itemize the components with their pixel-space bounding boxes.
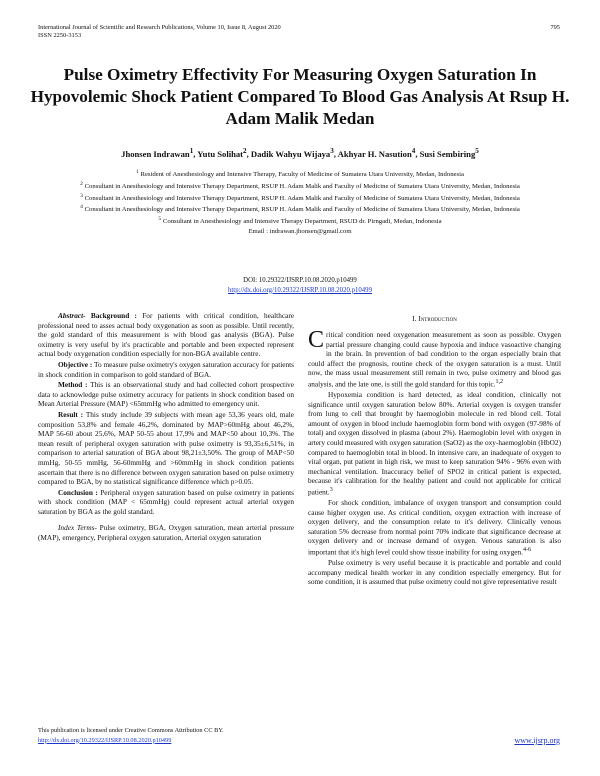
author: Dadik Wahyu Wijaya$^3$ (250, 147, 334, 159)
drop-cap: C (308, 327, 325, 353)
abstract-column (38, 311, 294, 544)
index-terms: Index Terms- Pulse oximetry, BGA, Oxygen saturation, mean arterial pressure (MAP), emergency, Peripheral oxygen saturation, Arterial oxygen saturation (38, 523, 294, 543)
affiliation: $^1$ Resident of Anesthesiology and Intensive Therapy, Faculty of Medicine of Sumatera Utara University, Medan, Indonesia (136, 169, 464, 179)
paper-title: Pulse Oximetry Effectivity For Measuring Oxygen Saturation In Hypovolemic Shock Patient Compared To Blood Gas Analysis At Rsup H. Adam Malik Medan (30, 65, 570, 128)
affiliation: $^5$ Consultant in Anesthesiology and Intensive Therapy Department, RSUD dr. Pirngadi, Medan, Indonesia (158, 216, 442, 226)
site-link[interactable]: www.ijsrp.org (514, 736, 560, 745)
doi-block (30, 276, 570, 295)
abstract-method: Method : This is an observational study and had collected cohort prospective data to acknowledge pulse oximetry accuracy for patients in shock condition based on Mean Arterial Pressure (MAP) <65mmHg who admitted to emergency unit. (38, 380, 294, 409)
author-list: Jhonsen Indrawan$^1$, Yutu Solihat$^2$, Dadik Wahyu Wijaya$^3$, Akhyar H. Nasution$^4$, Susi Sembiring$^5$ (121, 147, 479, 159)
intro-paragraph: Pulse oximetry is very useful because it is practicable and portable and could accompany medical health worker in any condition especially emergency. But for some condition, it is assumed that pulse oximetry could not give representative result (308, 557, 561, 587)
intro-paragraph: For shock condition, imbalance of oxygen transport and consumption could cause higher oxygen use. As critical condition, oxygen extraction with increase of oxygen delivery, and the consumption relate to it's delivery. Clinically venous saturation 5% decrease from normal point 70% indicate that significance decrease at oxygen delivery and or increase demand of oxygen. Venous saturation is also important that it's high level could show tissue inability for using oxygen.$^{4-6}$ (308, 497, 561, 557)
abstract-conclusion: Conclusion : Peripheral oxygen saturation based on pulse oximetry in patients with shock condition (MAP < 65mmHg) could represent actual arterial oxygen saturation by BGA as the gold standard. (38, 487, 294, 516)
author: Jhonsen Indrawan$^1$ (121, 147, 194, 159)
affiliation: $^2$ Consultant in Anesthesiology and Intensive Therapy Department, RSUP H. Adam Malik and Faculty of Medicine of Sumatera Utara University, Medan, Indonesia (80, 180, 520, 191)
doi-link[interactable]: http://dx.doi.org/10.29322/IJSRP.10.08.2020.p10499 (228, 286, 372, 294)
abstract-objective: Objective : To measure pulse oximetry's oxygen saturation accuracy for patients in shock condition in comparison to gold standard of BGA. (38, 359, 295, 379)
intro-paragraph: Critical condition need oxygenation measurement as soon as possible. Oxygen partial pressure changing could cause hypoxia and induce vasoactive changing in the brain. In prevention of bad condition to the organ especially brain that could affect the prognosis, routine check of the oxygen saturation is a must. Until now, the mass usual measurement still remain in two, pulse oximetry and blood gas analysis, and the late one, is still the gold standard for this topic.$^{1,2}$ (308, 327, 561, 389)
abstract-background: Abstract- Background : For patients with critical condition, healthcare professional need to asses actual body oxygenation as soon as possible. Until recently, the gold standard of this measurement is with blood gas analysis (BGA). Pulse oximetry is very useful by it's practicable and portable and been expected represent actual body oxygenation condition especially for non-BGA available centre. (38, 311, 295, 359)
section-heading: I. Introduction (412, 314, 457, 323)
author-email: Email : indrawan.jhonsen@gmail.com (248, 228, 352, 236)
author: Akhyar H. Nasution$^4$ (337, 147, 416, 159)
intro-paragraph: Hypoxemia condition is hard detected, as ideal condition, clinically not significance until oxygen saturation below 80%. Arterial oxygen is oxygen transfer from lung to cell that brought by haemoglobin molecule in red blood cell. Total amount of oxygen in blood include haemoglobin form bond with oxygen (97-98% of total) and oxygen dissolved in plasma (about 2%). Haemoglobin level with oxygen in artery could measured with oxygen saturation (SaO2) as the oxy-haemoglobin (HbO2) compared to haemoglobin total in blood. In intensive care, an inadequate of oxygen to vital organ, put patient in high risk, we must to keep saturation 94% - 96% even with mechanical ventilation. Inaccuracy belief of SPO2 in critical patient is expected, because it's calibration for the healthy patient and could not applicable for critical patient.$^3$ (308, 389, 561, 497)
journal-name: International Journal of Scientific and Research Publications, Volume 10, Issue 8, August 2020 (38, 24, 281, 31)
introduction-column (308, 327, 561, 588)
footer-doi-link[interactable]: http://dx.doi.org/10.29322/IJSRP.10.08.2020.p10499 (38, 736, 172, 744)
issn: ISSN 2250-3153 (38, 32, 82, 40)
affiliation: $^3$ Consultant in Anesthesiology and Intensive Therapy Department, RSUP H. Adam Malik and Faculty of Medicine of Sumatera Utara University, Medan, Indonesia (80, 192, 520, 202)
running-header (38, 24, 281, 41)
license-text: This publication is licensed under Creative Commons Attribution CC BY. (38, 727, 224, 734)
footer (38, 726, 224, 745)
page-number: 795 (550, 24, 560, 31)
author: Susi Sembiring$^5$ (419, 147, 479, 159)
affiliations (30, 168, 570, 237)
abstract-result: Result : This study include 39 subjects with mean age 53,36 years old, male composition 53,8% and female 46,2%, dominated by MAP>60mHg about 46,2%, MAP 56-60 about 25,6%, MAP 50-55 about 17,9% and MAP<50 about 10,3%. The mean result of peripheral oxygen saturation with pulse oximetry is 93,35±6,51%, in comparison to arterial saturation of BGA about 98,21±3,50%. The group of MAP<50 mmHg, 50-55 mmHg, 56-60mmHg and >60mmHg in shock condition patients ascertain that there is no difference between oxygen saturation based on pulse oximetry compared to BGA, by no statistical significance difference which p>0.05. (38, 409, 294, 487)
affiliation: $^4$ Consultant in Anesthesiology and Intensive Therapy Department, RSUP H. Adam Malik and Faculty of Medicine of Sumatera Utara University, Medan, Indonesia (80, 204, 520, 214)
author: Yutu Solihat$^2$ (197, 147, 247, 159)
doi-text: DOI: 10.29322/IJSRP.10.08.2020.p10499 (243, 277, 357, 284)
